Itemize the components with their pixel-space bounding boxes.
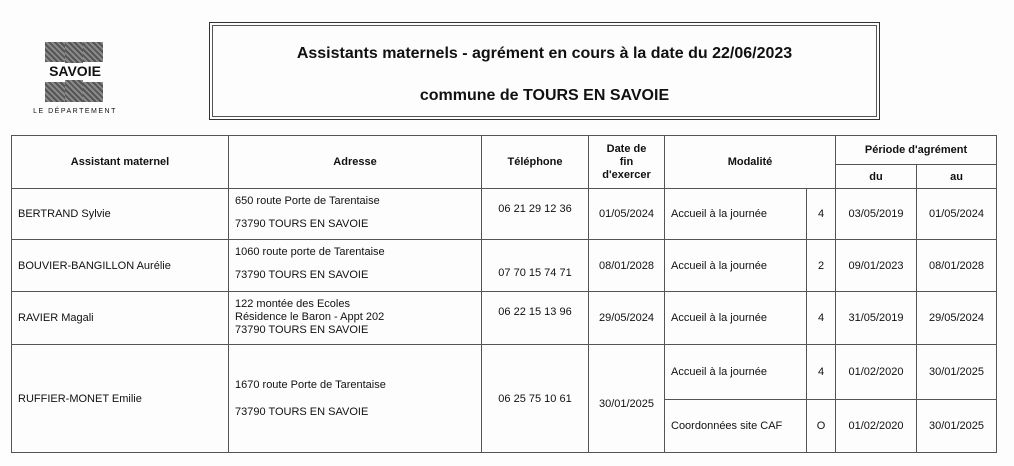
cell-phone: 07 70 15 74 71 [482, 240, 589, 292]
cell-name: RAVIER Magali [12, 292, 229, 345]
document-subtitle: commune de TOURS EN SAVOIE [419, 87, 670, 104]
header-end-line: Date de [606, 142, 647, 155]
cell-address [229, 189, 482, 240]
cell-from: 09/01/2023 [836, 240, 917, 292]
table-row [12, 240, 997, 292]
cell-end-date: 30/01/2025 [589, 345, 665, 453]
table-row [12, 292, 997, 345]
header-name: Assistant maternel [12, 136, 229, 189]
header-end-line: d'exercer [602, 168, 651, 181]
assistants-table [11, 135, 997, 453]
address-line: 122 montée des Ecoles [235, 298, 350, 310]
cell-count: O [807, 400, 836, 453]
address-line: 73790 TOURS EN SAVOIE [235, 324, 369, 336]
address-line: 1670 route Porte de Tarentaise [235, 378, 386, 391]
header-period: Période d'agrément [836, 136, 997, 165]
cell-to: 08/01/2028 [917, 240, 997, 292]
address-line: Résidence le Baron - Appt 202 [235, 311, 385, 323]
logo-square-icon [83, 82, 103, 102]
cell-end-date: 29/05/2024 [589, 292, 665, 345]
cell-phone: 06 22 15 13 96 [482, 292, 589, 345]
header-address: Adresse [229, 136, 482, 189]
cell-end-date: 01/05/2024 [589, 189, 665, 240]
cell-name: RUFFIER-MONET Emilie [12, 345, 229, 453]
header-to: au [917, 165, 997, 189]
cell-mode: Accueil à la journée [665, 189, 807, 240]
cell-to: 01/05/2024 [917, 189, 997, 240]
logo-square-icon [45, 42, 65, 62]
address-line: 1060 route porte de Tarentaise [235, 246, 385, 258]
header-end-line: fin [619, 155, 634, 168]
logo-square-icon [83, 42, 103, 62]
logo-word: SAVOIE [46, 63, 104, 80]
logo-subtitle: LE DÉPARTEMENT [33, 108, 117, 115]
cell-mode: Accueil à la journée [665, 240, 807, 292]
address-line: 73790 TOURS EN SAVOIE [235, 218, 369, 230]
logo-square-icon [45, 82, 65, 102]
address-line: 650 route Porte de Tarentaise [235, 195, 380, 207]
document-title: Assistants maternels - agrément en cours à la date du 22/06/2023 [296, 45, 793, 62]
savoie-logo [30, 42, 120, 122]
table-row [12, 345, 997, 400]
cell-phone: 06 25 75 10 61 [482, 345, 589, 453]
cell-from: 31/05/2019 [836, 292, 917, 345]
cell-phone: 06 21 29 12 36 [482, 189, 589, 240]
cell-address [229, 292, 482, 345]
table-row [12, 189, 997, 240]
cell-count: 4 [807, 189, 836, 240]
header-mode: Modalité [665, 136, 836, 189]
address-line: 73790 TOURS EN SAVOIE [235, 405, 369, 418]
cell-end-date: 08/01/2028 [589, 240, 665, 292]
cell-mode: Accueil à la journée [665, 345, 807, 400]
cell-mode: Coordonnées site CAF [665, 400, 807, 453]
cell-to: 30/01/2025 [917, 400, 997, 453]
cell-from: 03/05/2019 [836, 189, 917, 240]
address-line: 73790 TOURS EN SAVOIE [235, 269, 369, 281]
cell-to: 30/01/2025 [917, 345, 997, 400]
cell-from: 01/02/2020 [836, 400, 917, 453]
header-row [12, 136, 997, 165]
header-from: du [836, 165, 917, 189]
cell-to: 29/05/2024 [917, 292, 997, 345]
cell-from: 01/02/2020 [836, 345, 917, 400]
header-end-date [589, 136, 665, 189]
cell-address [229, 240, 482, 292]
cell-count: 2 [807, 240, 836, 292]
cell-name: BOUVIER-BANGILLON Aurélie [12, 240, 229, 292]
header-phone: Téléphone [482, 136, 589, 189]
title-box [209, 22, 880, 120]
cell-mode: Accueil à la journée [665, 292, 807, 345]
cell-address [229, 345, 482, 453]
cell-count: 4 [807, 345, 836, 400]
cell-name: BERTRAND Sylvie [12, 189, 229, 240]
cell-count: 4 [807, 292, 836, 345]
